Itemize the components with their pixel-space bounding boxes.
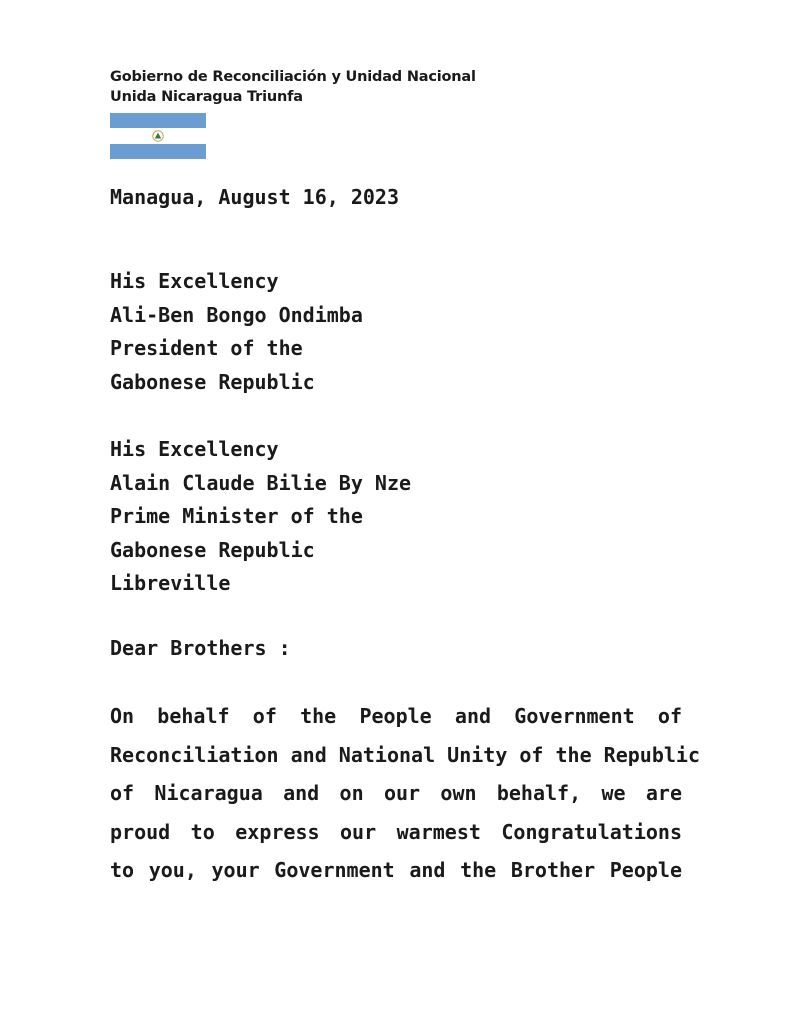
letterhead-motto: Unida Nicaragua Triunfa <box>110 89 303 105</box>
flag-bottom-band <box>110 144 206 159</box>
addressee-line: President of the <box>110 336 303 360</box>
letter-date: Managua, August 16, 2023 <box>110 185 399 209</box>
body-line: On behalf of the People and Government of <box>110 704 682 728</box>
addressee-line: Libreville <box>110 571 231 595</box>
nicaragua-flag-icon <box>110 113 206 159</box>
letterhead-government-name: Gobierno de Reconciliación y Unidad Nacional <box>110 69 476 85</box>
addressee-line: Gabonese Republic <box>110 537 315 562</box>
addressee-president <box>110 265 363 399</box>
flag-middle-band <box>110 128 206 143</box>
addressee-line: Alain Claude Bilie By Nze <box>110 470 412 495</box>
body-line: to you, your Government and the Brother People <box>110 858 682 882</box>
addressee-line: Gabonese Republic <box>110 369 315 394</box>
letter-body <box>110 697 701 890</box>
body-line: proud to express our warmest Congratulations <box>110 819 682 844</box>
addressee-line: Prime Minister of the <box>110 504 363 528</box>
flag-top-band <box>110 113 206 128</box>
addressee-line: His Excellency <box>110 269 279 293</box>
letterhead <box>110 67 476 107</box>
flag-emblem-icon <box>152 130 164 142</box>
salutation: Dear Brothers : <box>110 636 291 660</box>
addressee-prime-minister <box>110 433 411 601</box>
addressee-line: Ali-Ben Bongo Ondimba <box>110 302 363 327</box>
body-line: Reconciliation and National Unity of the Republic <box>110 742 701 767</box>
body-line: of Nicaragua and on our own behalf, we are <box>110 781 682 805</box>
addressee-line: His Excellency <box>110 437 279 461</box>
